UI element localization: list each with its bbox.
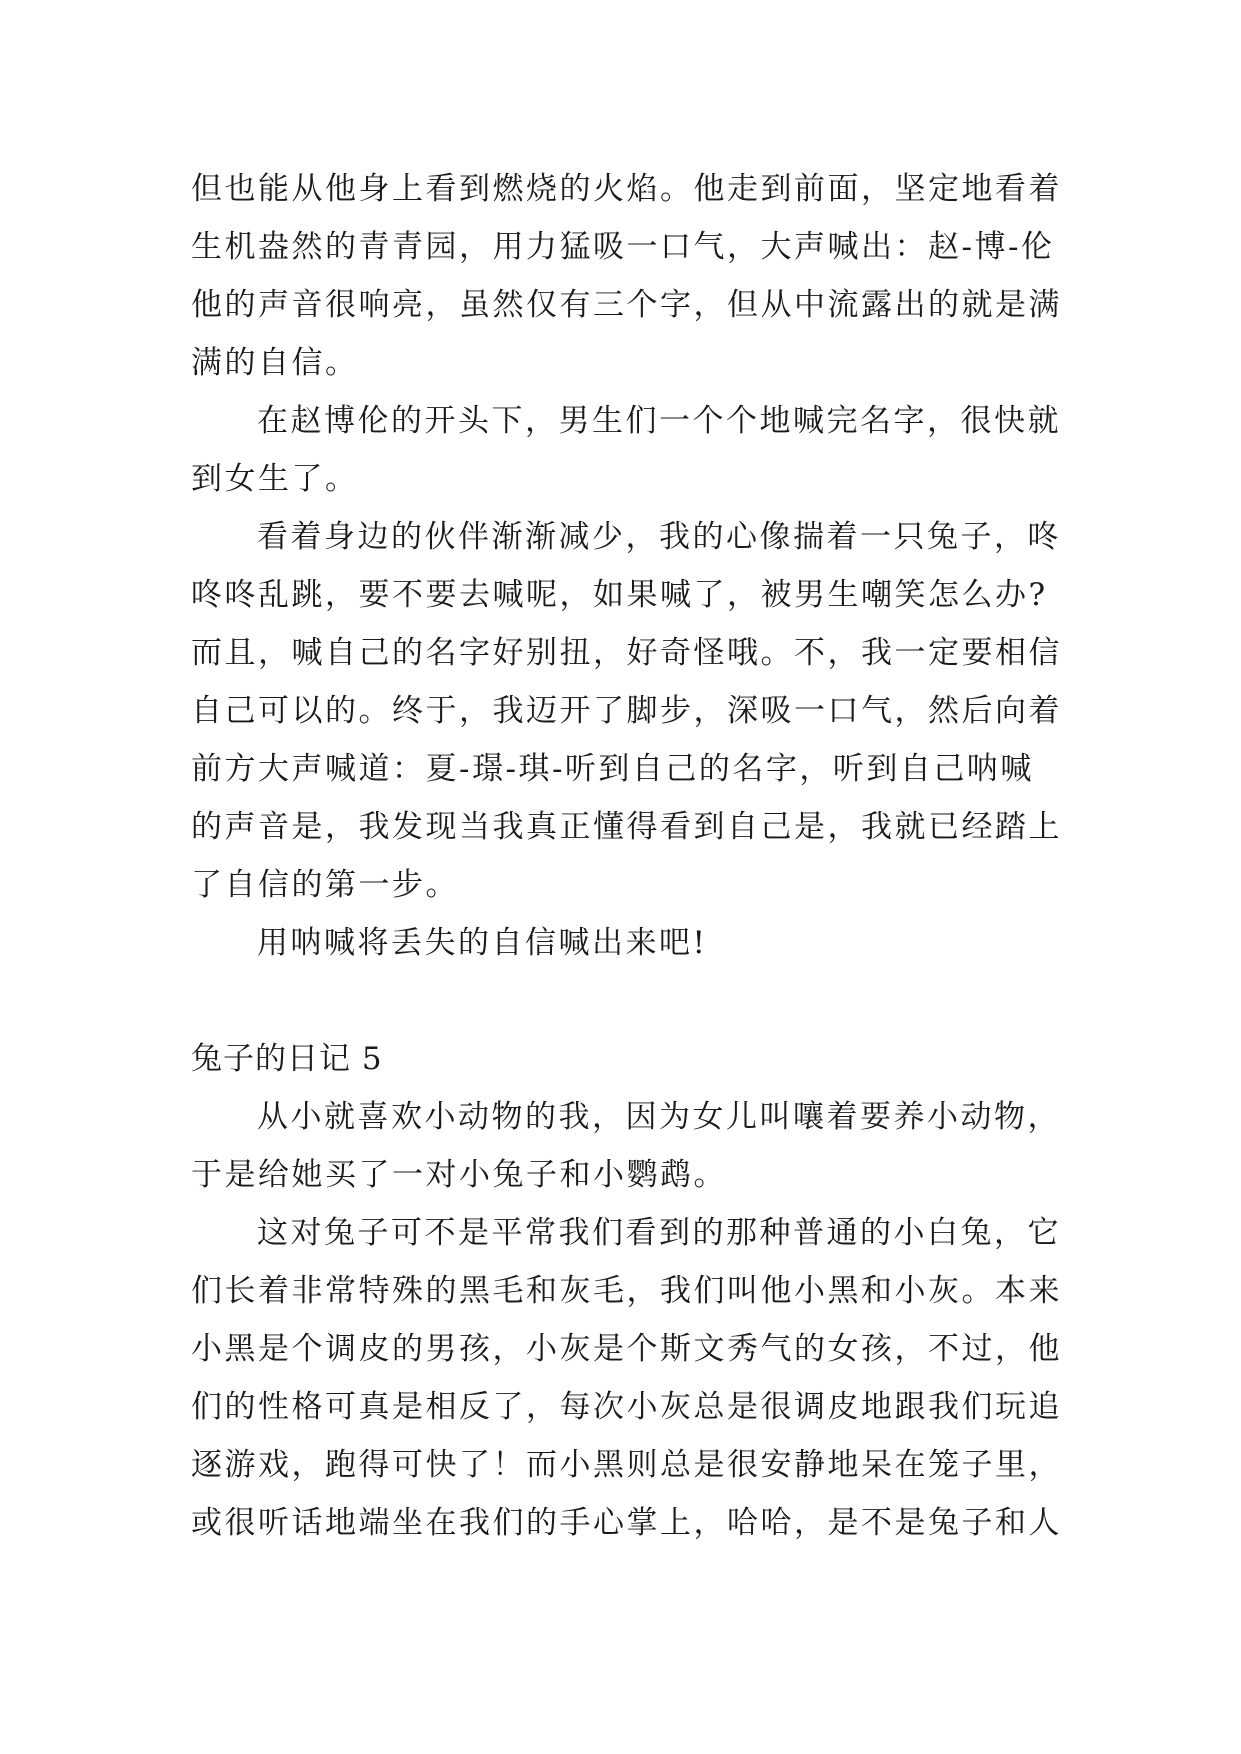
paragraph-line: 的声音是，我发现当我真正懂得看到自己是，我就已经踏上 <box>191 809 1062 845</box>
paragraph-line: 看着身边的伙伴渐渐减少，我的心像揣着一只兔子，咚 <box>257 519 1061 555</box>
paragraph-line: 满的自信。 <box>191 345 359 381</box>
paragraph-line: 于是给她买了一对小兔子和小鹦鹉。 <box>191 1157 727 1193</box>
document-body <box>191 160 1061 1552</box>
section-title: 兔子的日记 5 <box>191 1041 383 1077</box>
paragraph-line: 到女生了。 <box>191 461 359 497</box>
paragraph-line: 咚咚乱跳，要不要去喊呢，如果喊了，被男生嘲笑怎么办? <box>191 577 1048 613</box>
paragraph-line: 他的声音很响亮，虽然仅有三个字，但从中流露出的就是满 <box>191 287 1062 323</box>
section-spacer <box>191 972 1061 1030</box>
paragraph-line: 在赵博伦的开头下，男生们一个个地喊完名字，很快就 <box>257 403 1061 439</box>
paragraph-line: 前方大声喊道：夏-璟-琪-听到自己的名字，听到自己呐喊 <box>191 751 1034 787</box>
paragraph-line: 自己可以的。终于，我迈开了脚步，深吸一口气，然后向着 <box>191 693 1062 729</box>
paragraph-line: 生机盎然的青青园，用力猛吸一口气，大声喊出：赵-博-伦 <box>191 229 1055 265</box>
paragraph-line: 了自信的第一步。 <box>191 867 459 903</box>
paragraph-line: 逐游戏，跑得可快了！而小黑则总是很安静地呆在笼子里， <box>191 1447 1062 1483</box>
paragraph-line: 们的性格可真是相反了，每次小灰总是很调皮地跟我们玩追 <box>191 1389 1062 1425</box>
paragraph-line: 小黑是个调皮的男孩，小灰是个斯文秀气的女孩，不过，他 <box>191 1331 1062 1367</box>
paragraph-line: 或很听话地端坐在我们的手心掌上，哈哈，是不是兔子和人 <box>191 1505 1062 1541</box>
paragraph-line: 而且，喊自己的名字好别扭，好奇怪哦。不，我一定要相信 <box>191 635 1062 671</box>
paragraph-line: 这对兔子可不是平常我们看到的那种普通的小白兔，它 <box>257 1215 1061 1251</box>
paragraph-line: 但也能从他身上看到燃烧的火焰。他走到前面，坚定地看着 <box>191 171 1062 207</box>
paragraph-line: 用呐喊将丢失的自信喊出来吧! <box>257 925 708 961</box>
paragraph-line: 们长着非常特殊的黑毛和灰毛，我们叫他小黑和小灰。本来 <box>191 1273 1062 1309</box>
paragraph-line: 从小就喜欢小动物的我，因为女儿叫嚷着要养小动物， <box>257 1099 1061 1135</box>
